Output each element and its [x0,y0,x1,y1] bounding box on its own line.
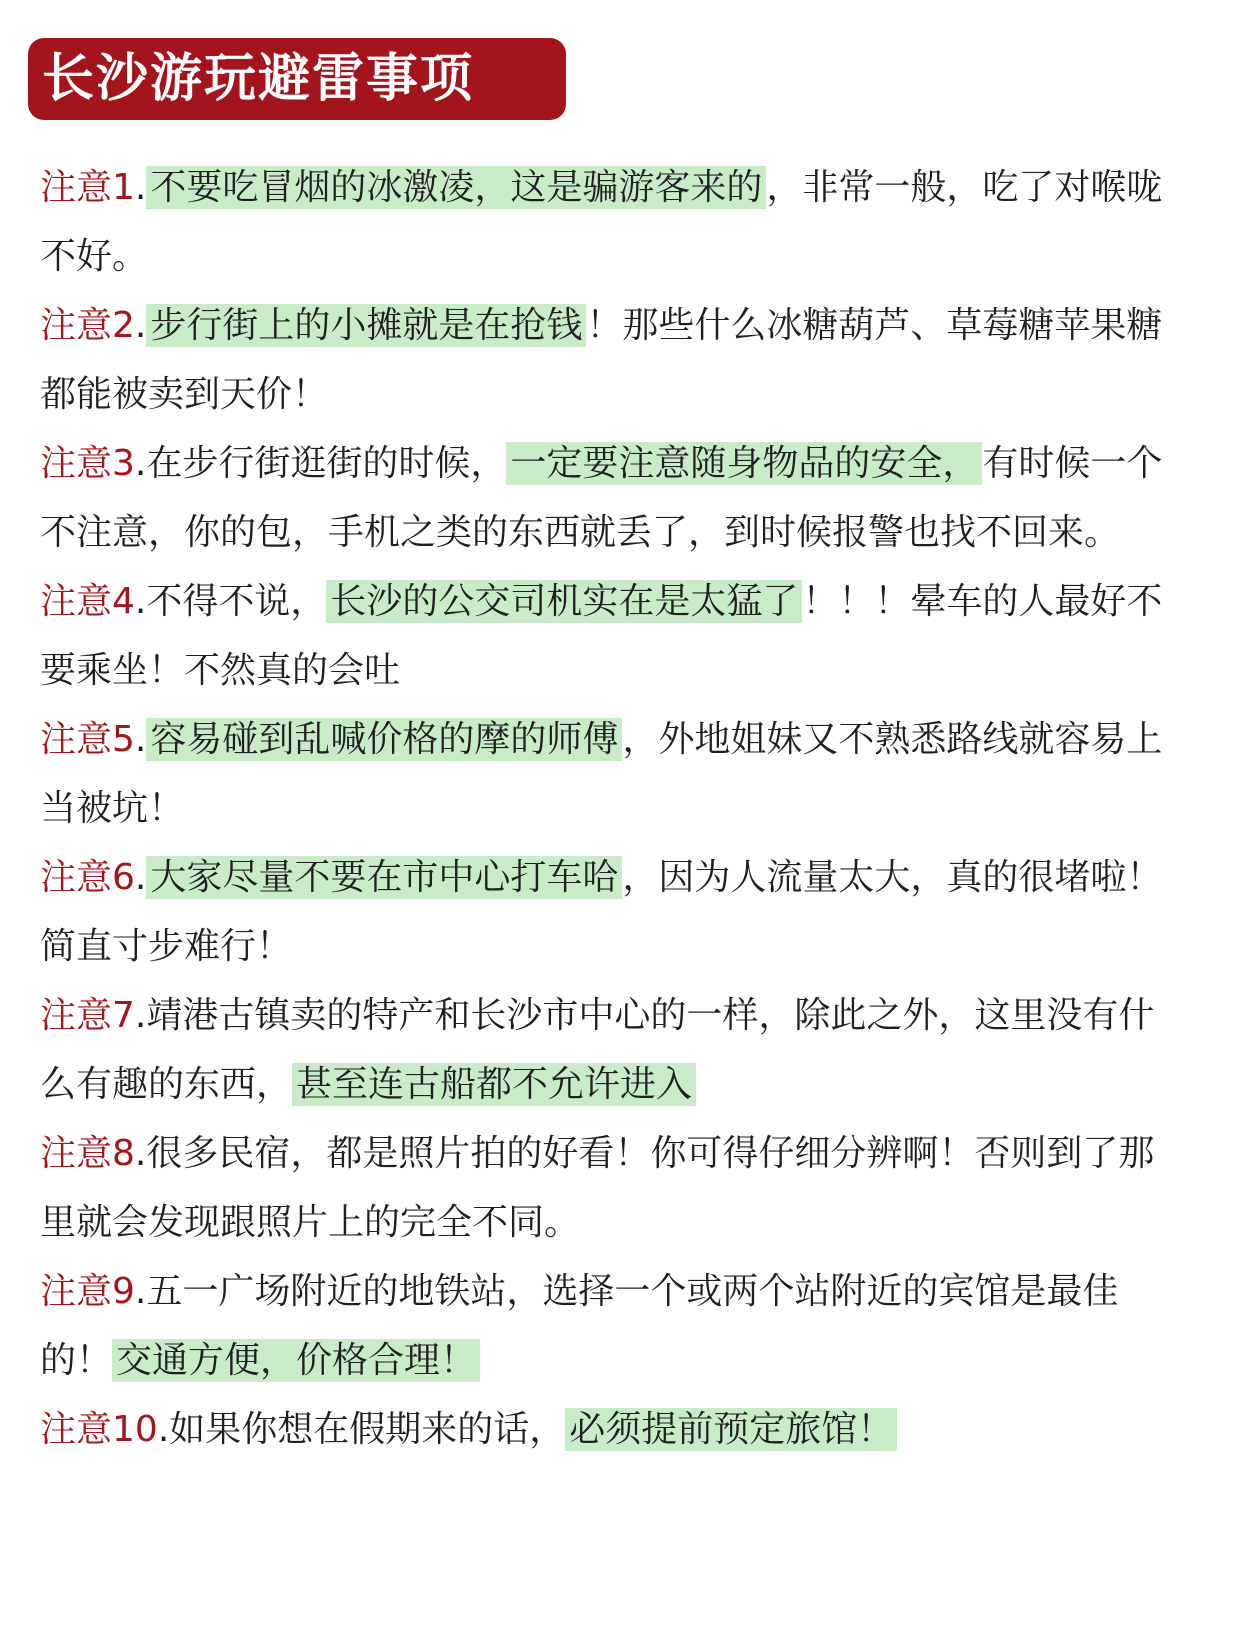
tip-text: . [134,167,147,208]
tip-highlight: 甚至连古船都不允许进入 [292,1063,696,1106]
tip-highlight: 大家尽量不要在市中心打车哈 [146,856,622,899]
tip-text: ！那些什么冰糖葫芦、草莓糖苹果糖都能被卖到天价！ [40,305,1163,415]
tip-highlight: 长沙的公交司机实在是太猛了 [326,580,802,623]
tip-text: .五一广场附近的地铁站，选择一个或两个站附近的宾馆是最佳的！ [40,1271,1119,1381]
tip-highlight: 一定要注意随身物品的安全， [506,442,982,485]
tip-label: 注意4 [40,581,135,622]
tip-text: ，外地姐妹又不熟悉路线就容易上当被坑！ [40,719,1163,829]
tip-label: 注意3 [40,443,135,484]
tip-text: .在步行街逛街的时候， [134,443,507,484]
tip-label: 注意9 [40,1271,135,1312]
tip-text: .很多民宿，都是照片拍的好看！你可得仔细分辨啊！否则到了那里就会发现跟照片上的完全不同。 [40,1133,1155,1243]
tip-text: ！！！晕车的人最好不要乘坐！不然真的会吐 [40,581,1163,691]
tip-item [40,1395,1185,1464]
tip-label: 注意6 [40,857,135,898]
tip-label: 注意5 [40,719,135,760]
tip-text: . [134,857,147,898]
page-title: 长沙游玩避雷事项 [28,38,566,120]
tip-text: .靖港古镇卖的特产和长沙市中心的一样，除此之外，这里没有什么有趣的东西， [40,995,1155,1105]
tip-item [40,153,1185,291]
tips-list [40,153,1185,1464]
tip-item [40,705,1185,843]
tip-highlight: 步行街上的小摊就是在抢钱 [146,304,586,347]
tip-item [40,843,1185,981]
tip-text: .不得不说， [134,581,327,622]
tip-highlight: 交通方便，价格合理！ [112,1339,480,1382]
tip-item [40,291,1185,429]
tip-text: 有时候一个不注意，你的包，手机之类的东西就丢了，到时候报警也找不回来。 [40,443,1163,553]
tip-item [40,429,1185,567]
tip-label: 注意2 [40,305,135,346]
tip-label: 注意8 [40,1133,135,1174]
tip-label: 注意1 [40,167,135,208]
tip-item [40,981,1185,1119]
tip-highlight: 不要吃冒烟的冰激凌，这是骗游客来的 [146,166,766,209]
tip-item [40,1119,1185,1257]
tip-highlight: 必须提前预定旅馆！ [565,1408,897,1451]
tip-item [40,1257,1185,1395]
tip-item [40,567,1185,705]
tip-highlight: 容易碰到乱喊价格的摩的师傅 [146,718,622,761]
tip-label: 注意10 [40,1409,158,1450]
tip-text: .如果你想在假期来的话， [157,1409,566,1450]
tip-text: ，因为人流量太大，真的很堵啦！简直寸步难行！ [40,857,1163,967]
tip-text: ，非常一般，吃了对喉咙不好。 [40,167,1163,277]
tip-text: . [134,305,147,346]
tip-label: 注意7 [40,995,135,1036]
tip-text: . [134,719,147,760]
